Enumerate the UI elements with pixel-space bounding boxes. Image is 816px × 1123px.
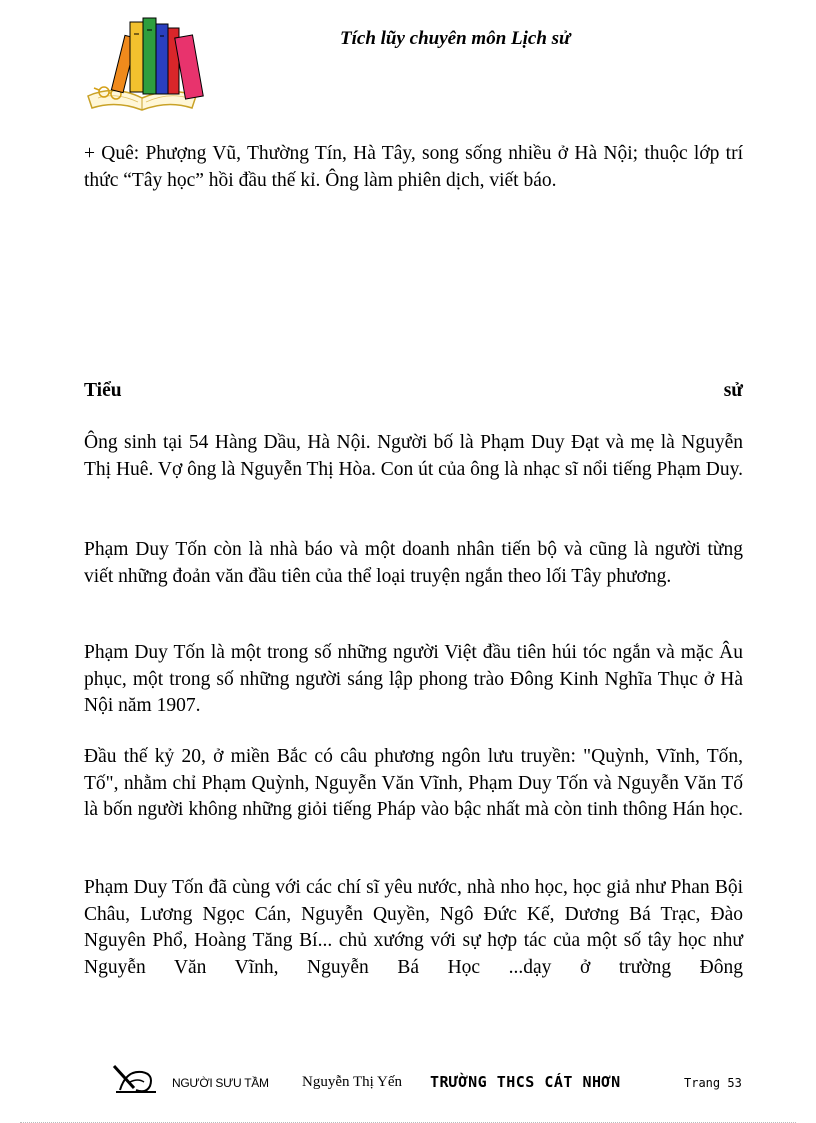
section-heading [84, 380, 743, 402]
books-logo-icon [84, 14, 206, 114]
paragraph-proverb: Đầu thế kỷ 20, ở miền Bắc có câu phương ngôn lưu truyền: "Quỳnh, Vĩnh, Tốn, Tố", nhằm chỉ Phạm Quỳnh, Nguyễn Văn Vĩnh, Phạm Duy Tốn và Nguyễn Văn Tố là bốn người không những giỏi tiếng Pháp vào bậc nhất mà còn tinh thông Hán học. [84, 746, 743, 820]
page-footer [112, 1060, 752, 1100]
footer-author: Nguyễn Thị Yến [302, 1074, 402, 1090]
header-title: Tích lũy chuyên môn Lịch sử [340, 28, 571, 49]
section-heading-left: Tiểu [84, 380, 122, 401]
footer-collector-label: NGƯỜI SƯU TẦM [172, 1076, 269, 1090]
footer-school: TRƯỜNG THCS CÁT NHƠN [430, 1073, 621, 1091]
paragraph-journalist: Phạm Duy Tốn còn là nhà báo và một doanh nhân tiến bộ và cũng là người từng viết những đoản văn đầu tiên của thể loại truyện ngắn theo lối Tây phương. [84, 539, 743, 587]
paragraph-reform: Phạm Duy Tốn là một trong số những người Việt đầu tiên húi tóc ngắn và mặc Âu phục, một trong số những người sáng lập phong trào Đông Kinh Nghĩa Thục ở Hà Nội năm 1907. [84, 642, 743, 716]
section-heading-right: sử [723, 380, 743, 401]
footer-page-number: Trang 53 [684, 1076, 742, 1090]
paragraph-movement: Phạm Duy Tốn đã cùng với các chí sĩ yêu nước, nhà nho học, học giả như Phan Bội Châu, Lương Ngọc Cán, Nguyễn Quyền, Ngô Đức Kế, Dương Bá Trạc, Đào Nguyên Phổ, Hoàng Tăng Bí... chủ xướng với sự hợp tác của một số tây học như Nguyễn Văn Vĩnh, Nguyễn Bá Học ...dạy ở trường Đông [84, 877, 743, 978]
paragraph-birth: Ông sinh tại 54 Hàng Dầu, Hà Nội. Người bố là Phạm Duy Đạt và mẹ là Nguyễn Thị Huê. Vợ ông là Nguyễn Thị Hòa. Con út của ông là nhạc sĩ nổi tiếng Phạm Duy. [84, 432, 743, 480]
intro-paragraph: + Quê: Phượng Vũ, Thường Tín, Hà Tây, song sống nhiều ở Hà Nội; thuộc lớp trí thức “Tây học” hồi đầu thế kỉ. Ông làm phiên dịch, viết báo. [84, 143, 743, 191]
pen-signature-icon [112, 1060, 162, 1096]
